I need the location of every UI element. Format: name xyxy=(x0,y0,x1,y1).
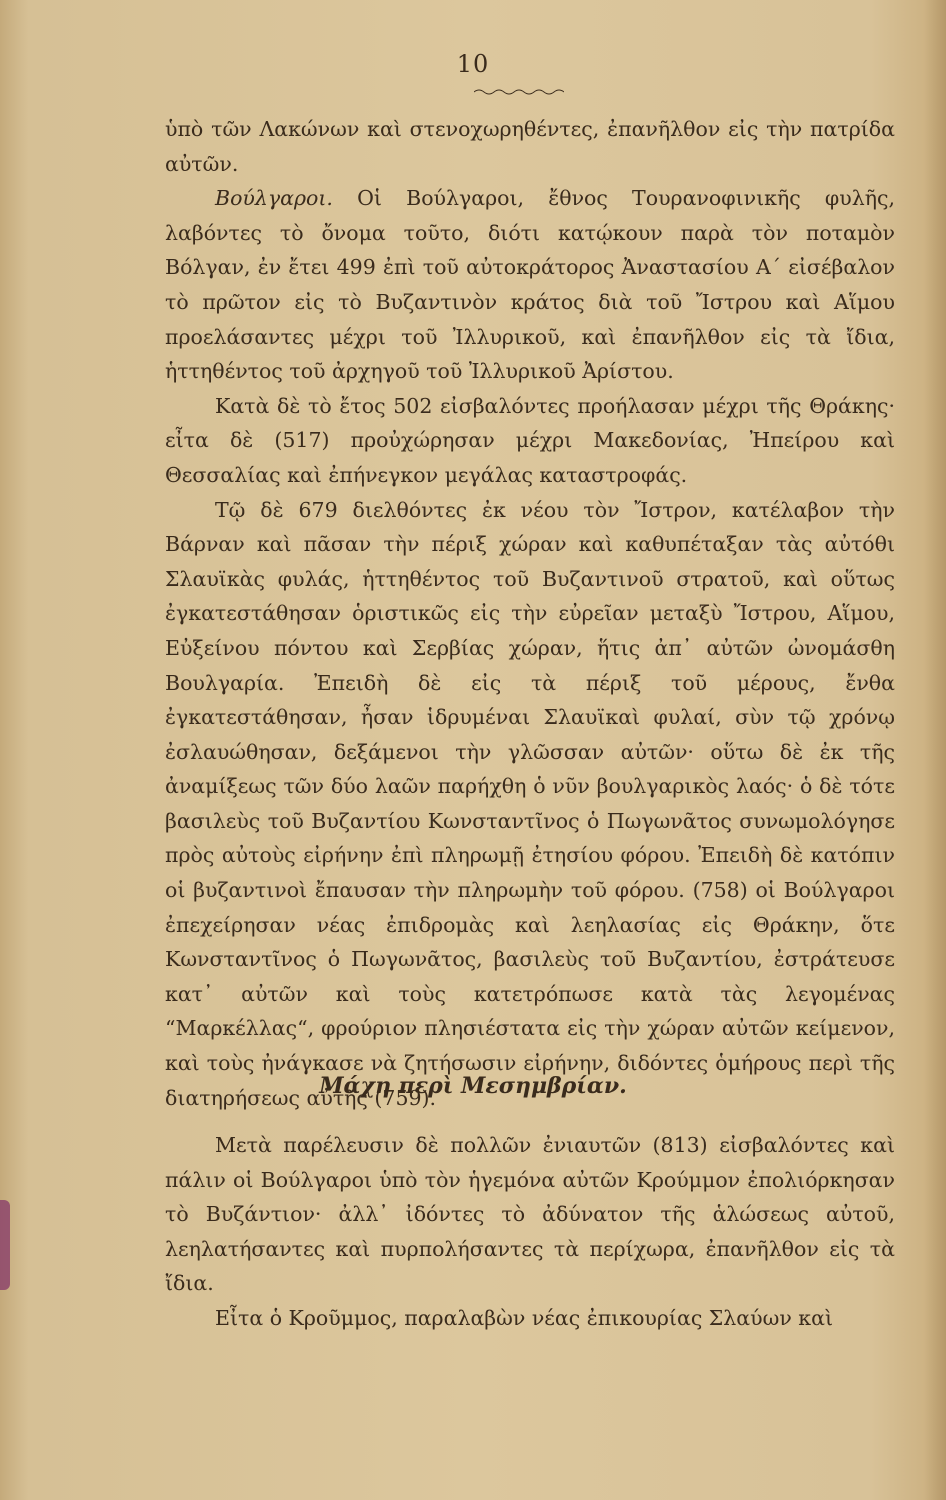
paragraph-2-text: Οἱ Βούλγαροι, ἔθνος Τουρανοφινικῆς φυλῆς, λαβόντες τὸ ὄνομα τοῦτο, διότι κατῴκουν παρὰ τὸν ποταμὸν Βόλγαν, ἐν ἔτει 499 ἐπὶ τοῦ αὐτοκράτορος Ἀναστασίου Α΄ εἰσέβαλον τὸ πρῶτον εἰς τὸ Βυζαντινὸν κράτος διὰ τοῦ Ἴστρου καὶ Αἵμου προελάσαντες μέχρι τοῦ Ἰλλυρικοῦ, καὶ ἐπανῆλθον εἰς τὰ ἴδια, ἡττηθέντος τοῦ ἀρχηγοῦ τοῦ Ἰλλυρικοῦ Ἀρίστου. xyxy=(165,186,895,384)
paragraph-3 xyxy=(165,389,895,493)
paragraph-1-text: ὑπὸ τῶν Λακώνων καὶ στενοχωρηθέντες, ἐπανῆλθον εἰς τὴν πατρίδα αὐτῶν. xyxy=(165,117,895,176)
paragraph-lead-title: Βούλγαροι. xyxy=(215,186,333,211)
section-paragraph-2 xyxy=(165,1301,895,1336)
section-paragraph-1 xyxy=(165,1128,895,1301)
paragraph-4 xyxy=(165,493,895,1116)
wavy-ornament-icon xyxy=(474,88,564,96)
page-edge-shadow xyxy=(924,0,946,1500)
paragraph-bulgarians xyxy=(165,181,895,389)
page-edge-stain xyxy=(0,1200,10,1290)
page-number: 10 xyxy=(456,50,490,78)
paragraph-1 xyxy=(165,112,895,181)
section-paragraph-1-text: Μετὰ παρέλευσιν δὲ πολλῶν ἐνιαυτῶν (813) εἰσβαλόντες καὶ πάλιν οἱ Βούλγαροι ὑπὸ τὸν ἡγεμόνα αὐτῶν Κρούμμον ἐπολιόρκησαν τὸ Βυζάντιον· ἀλλ᾽ ἰδόντες τὸ ἀδύνατον τῆς ἁλώσεως αὐτοῦ, λεηλατήσαντες καὶ πυρπολήσαντες τὰ περίχωρα, ἐπανῆλθον εἰς τὰ ἴδια. xyxy=(165,1133,895,1296)
section-heading: Μάχη περὶ Μεσημβρίαν. xyxy=(319,1073,627,1099)
paragraph-4-text: Τῷ δὲ 679 διελθόντες ἐκ νέου τὸν Ἴστρον, κατέλαβον τὴν Βάρναν καὶ πᾶσαν τὴν πέριξ χώραν καὶ καθυπέταξαν τὰς αὐτόθι Σλαυϊκὰς φυλάς, ἡττηθέντος τοῦ Βυζαντινοῦ στρατοῦ, καὶ οὕτως ἐγκατεστάθησαν ὁριστικῶς εἰς τὴν εὐρεῖαν μεταξὺ Ἴστρου, Αἵμου, Εὐξείνου πόντου καὶ Σερβίας χώραν, ἥτις ἀπ᾽ αὐτῶν ὠνομάσθη Βουλγαρία. Ἐπειδὴ δὲ εἰς τὰ πέριξ τοῦ μέρους, ἔνθα ἐγκατεστάθησαν, ἦσαν ἱδρυμέναι Σλαυϊκαὶ φυλαί, σὺν τῷ χρόνῳ ἐσλαυώθησαν, δεξάμενοι τὴν γλῶσσαν αὐτῶν· οὕτω δὲ ἐκ τῆς ἀναμίξεως τῶν δύο λαῶν παρήχθη ὁ νῦν βουλγαρικὸς λαός· ὁ δὲ τότε βασιλεὺς τοῦ Βυζαντίου Κωνσταντῖνος ὁ Πωγωνᾶτος συνωμολόγησε πρὸς αὐτοὺς εἰρήνην ἐπὶ πληρωμῇ ἐτησίου φόρου. Ἐπειδὴ δὲ κατόπιν οἱ βυζαντινοὶ ἔπαυσαν τὴν πληρωμὴν τοῦ φόρου. (758) οἱ Βούλγαροι ἐπεχείρησαν νέας ἐπιδρομὰς καὶ λεηλασίας εἰς Θράκην, ὅτε Κωνσταντῖνος ὁ Πωγωνᾶτος, βασιλεὺς τοῦ Βυζαντίου, ἐστράτευσε κατ᾽ αὐτῶν καὶ τοὺς κατετρόπωσε κατὰ τὰς λεγομένας “Μαρκέλλας“, φρούριον πλησιέστατα εἰς τὴν χώραν αὐτῶν κείμενον, καὶ τοὺς ἠνάγκασε νὰ ζητήσωσιν εἰρήνην, διδόντες ὁμήρους περὶ τῆς διατηρήσεως αὐτῆς (759). xyxy=(165,497,895,1110)
section-text xyxy=(165,1128,895,1336)
section-paragraph-2-text: Εἶτα ὁ Κροῦμμος, παραλαβὼν νέας ἐπικουρίας Σλαύων καὶ xyxy=(215,1305,833,1330)
main-text xyxy=(165,112,895,1115)
paragraph-3-text: Κατὰ δὲ τὸ ἔτος 502 εἰσβαλόντες προήλασαν μέχρι τῆς Θράκης· εἶτα δὲ (517) προὐχώρησαν μέχρι Μακεδονίας, Ἠπείρου καὶ Θεσσαλίας καὶ ἐπήνεγκον μεγάλας καταστροφάς. xyxy=(165,393,895,487)
